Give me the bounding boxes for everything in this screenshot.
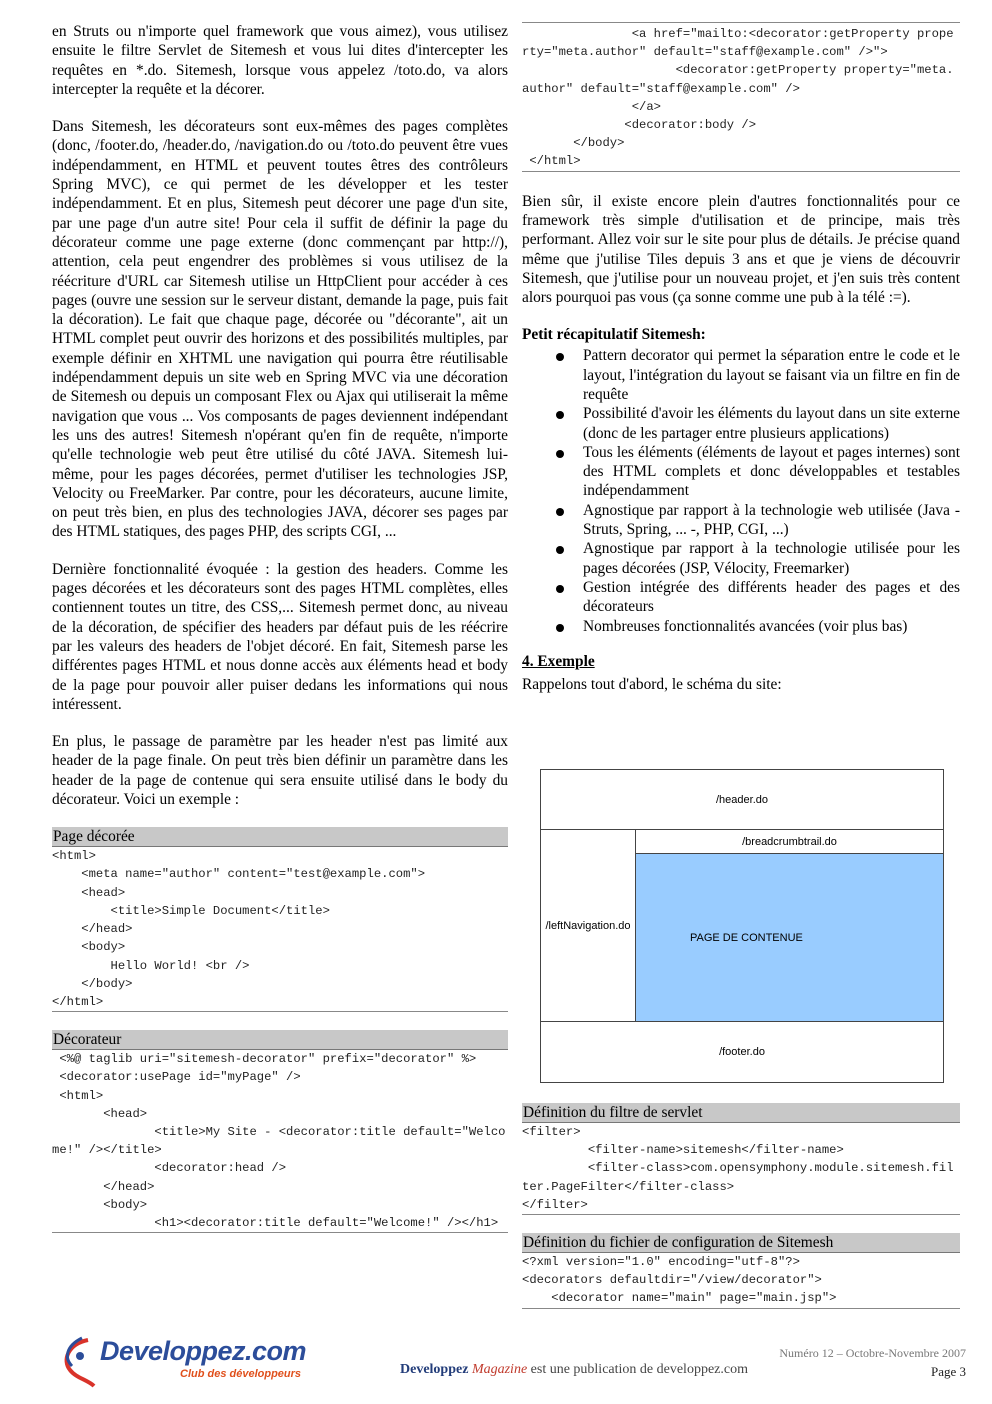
logo-swirl-icon <box>58 1336 98 1388</box>
list-item-text: Agnostique par rapport à la technologie web utilisée (Java - Struts, Spring, ... -, PHP, CGI, ...) <box>583 501 960 539</box>
code-line: <filter-name>sitemesh</filter-name> <box>522 1143 844 1158</box>
code-line: <title>My Site - <decorator:title default="Welcome!" /></title> <box>52 1124 506 1158</box>
diagram-label: /breadcrumbtrail.do <box>742 835 837 848</box>
list-item <box>522 617 960 636</box>
list-item-text: Agnostique par rapport à la technologie utilisée pour les pages décorées (JSP, Vélocity, Freemarker) <box>583 540 960 577</box>
code-line: <decorator:getProperty property="meta.author" default="staff@example.com" /> <box>522 63 954 96</box>
code-line: <body> <box>52 1197 148 1212</box>
code-box-divider <box>52 1011 508 1012</box>
list-item-text: Tous les éléments (éléments de layout et pages internes) sont des HTML complets et donc développables et testables indépendamment <box>583 443 960 500</box>
bullet-icon <box>556 450 564 458</box>
bullet-icon <box>556 353 564 361</box>
list-item <box>522 501 960 540</box>
code-line: <html> <box>52 849 96 864</box>
code-box-title: Décorateur <box>52 1030 508 1050</box>
diagram-breadcrumb-region <box>636 830 943 854</box>
code-box-divider <box>522 171 960 172</box>
list-item <box>522 346 960 404</box>
code-box-divider <box>52 1232 508 1233</box>
code-line: </head> <box>52 922 133 937</box>
code-line: </a> <box>522 99 661 114</box>
code-line: <filter-class>com.opensymphony.module.sitemesh.filter.PageFilter</filter-class> <box>522 1161 954 1194</box>
paragraph: Bien sûr, il existe encore plein d'autres fonctionnalités pour ce framework très simple d'utilisation et de principe, mais très performant. Allez voir sur le site pour plus de détails. Je précise quand même que j'utilise Tiles depuis 3 ans et que je viens de découvrir Sitemesh, que j'utilise pour un nouveau projet, et j'en suis très content alors pourquoi pas vous (ça sonne comme une pub à la télé :=). <box>522 192 960 307</box>
code-line: </filter> <box>522 1197 588 1212</box>
code-line: <decorator:head /> <box>52 1161 287 1176</box>
code-block-decorator <box>52 1050 508 1232</box>
section-heading: 4. Exemple <box>522 652 595 670</box>
diagram-label: PAGE DE CONTENUE <box>690 931 803 944</box>
code-block-servlet-filter <box>522 1123 960 1214</box>
diagram-footer-region <box>541 1021 943 1082</box>
code-block-sitemesh-config <box>522 1253 960 1308</box>
list-item-text: Possibilité d'avoir les éléments du layout dans un site externe (donc de les partager entre plusieurs applications) <box>583 405 960 442</box>
code-line: </html> <box>52 994 104 1009</box>
code-box-title: Définition du filtre de servlet <box>522 1103 960 1123</box>
right-column <box>522 22 960 712</box>
code-box-title: Page décorée <box>52 827 508 847</box>
bullet-icon <box>556 411 564 419</box>
code-line: <a href="mailto:<decorator:getProperty property="meta.author" default="staff@example.com" />"> <box>522 27 954 60</box>
list-item <box>522 404 960 443</box>
recap-heading: Petit récapitulatif Sitemesh: <box>522 326 706 344</box>
code-line: <decorator name="main" page="main.jsp"> <box>522 1291 837 1306</box>
code-line: <meta name="author" content="test@example.com"> <box>52 867 426 882</box>
code-line: <filter> <box>522 1125 581 1139</box>
code-block-decorated-page <box>52 847 508 1011</box>
paragraph: en Struts ou n'importe quel framework que vous aimez), vous utilisez ensuite le filtre Servlet de Sitemesh et vous lui dites d'intercepter les requêtes en *.do. Sitemesh, lorsque vous appelez /toto.do, va alors intercepter la requête et la décorer. <box>52 23 508 98</box>
code-line: <%@ taglib uri="sitemesh-decorator" prefix="decorator" %> <box>52 1052 477 1067</box>
diagram-label: /header.do <box>716 793 768 806</box>
diagram-content-region <box>636 854 943 1021</box>
paragraph: Dans Sitemesh, les décorateurs sont eux-mêmes des pages complètes (donc, /footer.do, /header.do, /navigation.do ou /toto.do peuvent être vues indépendamment, en HTML et peuvent toutes êtres des contrôleurs Spring MVC), ce qui permet de les développer et les tester indépendamment. Et en plus, Sitemesh peut décorer une page d'un site, par une page d'un autre site! Pour cela il suffit de définir la page du décorateur comme une page externe (donc commençant par http://), attention, cela peut engendrer des problèmes si vous utilisez de la réécriture d'URL car Sitemesh utilise un HttpClient pour accéder à ces pages (ouvre une session sur le serveur distant, demande la page, puis fait la décoration). Le fait que chaque page, décorée ou "décorante", ait un HTML complet peut ouvrir des horizons et des possibilités multiples, par exemple définir en XHTML une navigation qui pourra être réutilisable indépendamment depuis un site web en Spring MVC via une décoration de Sitemesh ou depuis un composant Flex ou Ajax qui utiliserait la même navigation que vous ... Vos composants de pages deviennent indépendant les uns des autres! Sitemesh n'opérant qu'en fin de requête, n'importe qu'elle technologie web peut être utilisé du côté JAVA. Sitemesh lui-même, pour les pages décorées, permet d'utiliser les technologies JSP, Velocity ou FreeMarker. Par contre, pour les décorateurs, aucune limite, on peut très bien, en plus des technologies JAVA, décorer ses pages par des HTML statiques, des pages PHP, des scripts CGI, ... <box>52 118 508 541</box>
diagram-header-region <box>541 770 943 830</box>
recap-list <box>522 346 960 635</box>
code-box-divider <box>522 22 960 23</box>
logo-text: Developpez.com <box>100 1336 307 1366</box>
bullet-icon <box>556 624 564 632</box>
code-line: Hello World! <br /> <box>52 958 250 973</box>
code-box-title: Définition du fichier de configuration de Sitemesh <box>522 1233 960 1253</box>
code-box-divider <box>522 1308 960 1309</box>
list-item-text: Pattern decorator qui permet la séparation entre le code et le layout, l'intégration du layout se faisant via un filtre en fin de requête <box>583 347 960 403</box>
left-column <box>52 22 508 1251</box>
paragraph: Dernière fonctionnalité évoquée : la gestion des headers. Comme les pages décorées et les décorateurs sont des pages HTML complètes, elles contiennent toutes un titre, des CSS,... Sitemesh permet donc, au niveau de la décoration, de spécifier des headers par défaut puis de les réécrire par les valeurs des headers de l'objet décoré. En fait, Sitemesh parse les différentes pages HTML et nous donne accès aux éléments head et body de la page pour pouvoir aller puiser dedans les informations qui nous intéressent. <box>52 560 508 713</box>
code-line: </body> <box>52 976 133 991</box>
code-line: </head> <box>52 1179 155 1194</box>
list-item <box>522 578 960 617</box>
list-item-text: Nombreuses fonctionnalités avancées (voir plus bas) <box>583 617 908 635</box>
code-line: <head> <box>52 1106 148 1121</box>
publication-magazine: Magazine <box>471 1362 528 1377</box>
diagram-label: /footer.do <box>719 1046 765 1058</box>
paragraph: Rappelons tout d'abord, le schéma du site: <box>522 675 782 693</box>
code-line: <body> <box>52 940 126 955</box>
site-layout-diagram <box>540 769 944 1083</box>
list-item <box>522 539 960 578</box>
bullet-icon <box>556 546 564 554</box>
code-block-decorator-continued <box>522 25 960 171</box>
paragraph: En plus, le passage de paramètre par les header n'est pas limité aux header de la page finale. On peut très bien définir un paramètre dans les header de la page de contenue qui sera ensuite utilisé dans le body du décorateur. Voici un exemple : <box>52 733 508 808</box>
publication-rest: est une publication de developpez.com <box>527 1362 748 1377</box>
code-line: </body> <box>522 136 625 151</box>
bullet-icon <box>556 585 564 593</box>
code-line: <decorators defaultdir="/view/decorator"> <box>522 1273 822 1288</box>
code-line: <?xml version="1.0" encoding="utf-8"?> <box>522 1255 800 1270</box>
list-item <box>522 443 960 501</box>
page-number: Page 3 <box>930 1364 966 1379</box>
developpez-logo <box>58 1334 308 1390</box>
code-line: <h1><decorator:title default="Welcome!" /></h1> <box>52 1215 499 1230</box>
publication-brand: Developpez <box>400 1362 469 1377</box>
code-line: <title>Simple Document</title> <box>52 903 330 918</box>
diagram-label: /leftNavigation.do <box>545 919 631 932</box>
code-line: <head> <box>52 885 126 900</box>
code-box-divider <box>522 1214 960 1215</box>
right-column-lower <box>522 1101 960 1327</box>
code-line: </html> <box>522 154 581 169</box>
code-line: <html> <box>52 1088 104 1103</box>
code-line: <decorator:body /> <box>522 118 757 133</box>
bullet-icon <box>556 508 564 516</box>
list-item-text: Gestion intégrée des différents header des pages et des décorateurs <box>583 578 960 616</box>
publication-line <box>400 1362 748 1378</box>
diagram-left-nav-region <box>541 830 636 1021</box>
page-footer <box>0 1330 992 1404</box>
issue-label: Numéro 12 – Octobre-Novembre 2007 <box>779 1346 966 1360</box>
code-line: <decorator:usePage id="myPage" /> <box>52 1070 301 1085</box>
logo-subtext: Club des développeurs <box>180 1368 302 1380</box>
